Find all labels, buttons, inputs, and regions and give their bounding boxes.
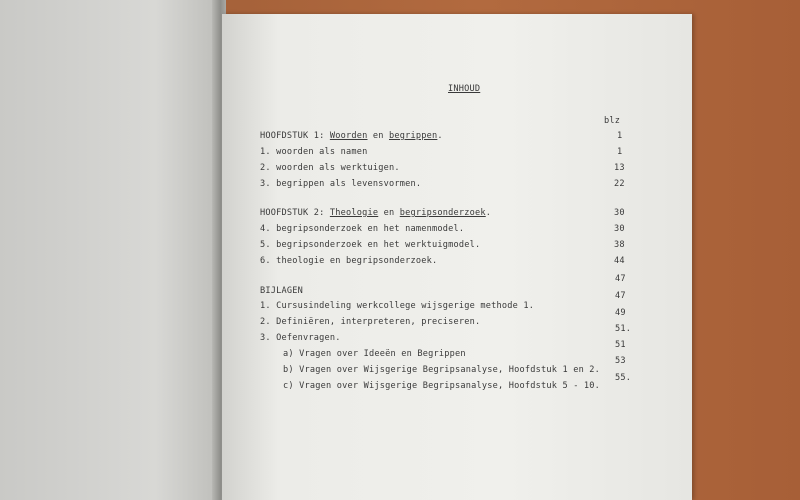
toc-entry: 3. Oefenvragen. [260, 333, 341, 343]
toc-subentry-page: 53 [615, 356, 626, 366]
toc-entry: 5. begripsonderzoek en het werktuigmodel. [260, 240, 481, 250]
appendix-heading: BIJLAGEN [260, 286, 303, 296]
toc-subentry: a) Vragen over Ideeën en Begrippen [283, 349, 466, 359]
page-column-header: blz [604, 116, 621, 126]
toc-entry: 1. Cursusindeling werkcollege wijsgerige methode 1. [260, 301, 535, 311]
toc-subentry-page: 51 [615, 340, 626, 350]
toc-entry: 3. begrippen als levensvormen. [260, 179, 422, 189]
toc-entry-page: 47 [615, 291, 626, 301]
toc-entry-page: 13 [614, 163, 625, 173]
toc-entry-page: 30 [614, 224, 625, 234]
toc-title: INHOUD [448, 84, 481, 94]
chapter-1-heading: HOOFDSTUK 1: Woorden en begrippen. [260, 131, 443, 141]
chapter-1-page: 1 [617, 131, 623, 141]
toc-entry: 2. Definiëren, interpreteren, preciseren. [260, 317, 481, 327]
chapter-2-page: 30 [614, 208, 625, 218]
appendix-page: 47 [615, 274, 626, 284]
toc-entry: 4. begripsonderzoek en het namenmodel. [260, 224, 465, 234]
toc-entry-page: 38 [614, 240, 625, 250]
toc-entry-page: 1 [617, 147, 623, 157]
toc-entry: 1. woorden als namen [260, 147, 368, 157]
table-of-contents [222, 14, 692, 500]
toc-entry: 6. theologie en begripsonderzoek. [260, 256, 438, 266]
toc-subentry: b) Vragen over Wijsgerige Begripsanalyse, Hoofdstuk 1 en 2. [283, 365, 601, 375]
toc-subentry: c) Vragen over Wijsgerige Begripsanalyse, Hoofdstuk 5 - 10. [283, 381, 601, 391]
toc-subentry-page: 55. [615, 373, 632, 383]
right-page [222, 14, 692, 500]
toc-entry-page: 22 [614, 179, 625, 189]
toc-entry-page: 51. [615, 324, 632, 334]
toc-entry: 2. woorden als werktuigen. [260, 163, 400, 173]
chapter-2-heading: HOOFDSTUK 2: Theologie en begripsonderzoek. [260, 208, 492, 218]
left-page [0, 0, 222, 500]
toc-entry-page: 44 [614, 256, 625, 266]
toc-entry-page: 49 [615, 308, 626, 318]
